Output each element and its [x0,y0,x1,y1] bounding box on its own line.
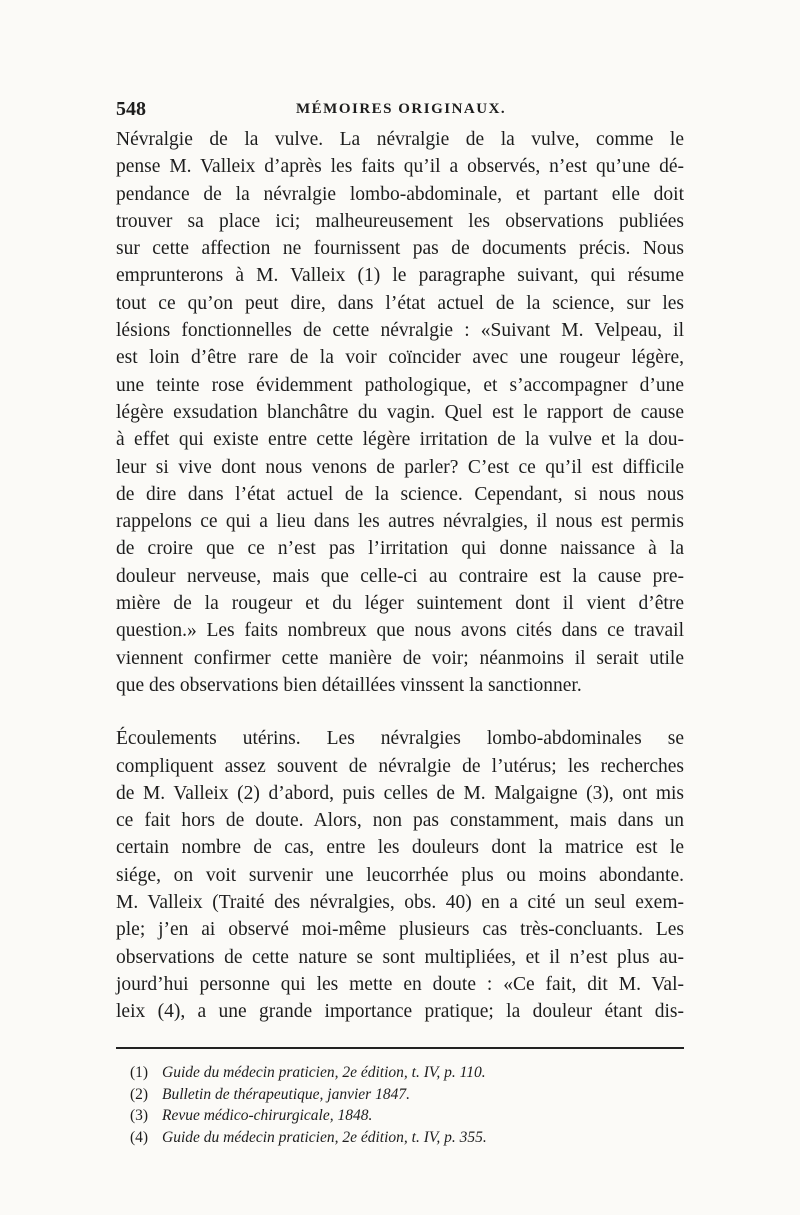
text-line: leur si vive dont nous venons de parler? C’est ce qu’il est difficile [116,456,684,478]
text-line: sur cette affection ne fournissent pas de documents précis. Nous [116,238,684,260]
text-line: est loin d’être rare de la voir coïncider avec une rougeur légère, [116,347,684,369]
text-line: M. Valleix (Traité des névralgies, obs. 40) en a cité un seul exem- [116,892,684,914]
text-line: douleur nerveuse, mais que celle-ci au contraire est la cause pre- [116,565,684,587]
footnote-number: (2) [130,1085,149,1103]
footnote [130,1084,650,1106]
text-line: leix (4), a une grande importance pratique; la douleur étant dis- [116,1001,684,1023]
paragraph-nevralgie-vulve [116,126,684,699]
text-line: jourd’hui personne qui les mette en doute : «Ce fait, dit M. Val- [116,973,684,995]
text-line: de dire dans l’état actuel de la science. Cependant, si nous nous [116,483,684,505]
text-line: de M. Valleix (2) d’abord, puis celles de M. Malgaigne (3), ont mis [116,782,684,804]
paragraph-ecoulements-uterins [116,725,684,1025]
text-line: compliquent assez souvent de névralgie de l’utérus; les recherches [116,755,684,777]
page-header [116,98,684,124]
body-text [116,126,684,1026]
footnote-number: (1) [130,1064,149,1081]
text-line: pense M. Valleix d’après les faits qu’il a observés, n’est qu’une dé- [116,156,684,178]
text-line: emprunterons à M. Valleix (1) le paragraphe suivant, qui résume [116,265,684,287]
footnote-text: Revue médico-chirurgicale, 1848. [162,1107,373,1124]
footnote [130,1062,650,1084]
footnote [130,1105,650,1127]
footnote-number: (3) [130,1107,149,1124]
footnote-text: Guide du médecin praticien, 2e édition, t. IV, p. 110. [162,1064,486,1081]
text-line: observations de cette nature se sont multipliées, et il n’est plus au- [116,946,684,968]
text-line: Névralgie de la vulve. La névralgie de la vulve, comme le [116,129,684,150]
footnote-rule [116,1047,684,1049]
text-line: tout ce qu’on peut dire, dans l’état actuel de la science, sur les [116,292,684,314]
running-title: MÉMOIRES ORIGINAUX. [296,101,507,117]
page-number: 548 [116,98,146,120]
text-line: Écoulements utérins. Les névralgies lombo-abdominales se [116,728,684,750]
text-line: légère exsudation blanchâtre du vagin. Quel est le rapport de cause [116,401,684,423]
text-line: que des observations bien détaillées vinssent la sanctionner. [116,674,582,696]
text-line: siége, on voit survenir une leucorrhée plus ou moins abondante. [116,864,684,886]
footnote-number: (4) [130,1128,149,1146]
text-line: ce fait hors de doute. Alors, non pas constamment, mais dans un [116,810,684,832]
text-line: pendance de la névralgie lombo-abdominale, et partant elle doit [116,183,684,205]
text-line: une teinte rose évidemment pathologique, et s’accompagner d’une [116,374,684,396]
text-line: trouver sa place ici; malheureusement les observations publiées [116,210,684,232]
footnotes [130,1062,650,1148]
text-line: question.» Les faits nombreux que nous avons cités dans ce travail [116,620,684,642]
footnote-text: Bulletin de thérapeutique, janvier 1847. [162,1085,410,1103]
text-line: rappelons ce qui a lieu dans les autres névralgies, il nous est permis [116,511,684,533]
text-line: ple; j’en ai observé moi-même plusieurs cas très-concluants. Les [116,919,684,941]
text-line: certain nombre de cas, entre les douleurs dont la matrice est le [116,837,684,859]
footnote-text: Guide du médecin praticien, 2e édition, t. IV, p. 355. [162,1128,487,1146]
footnote [130,1127,650,1149]
text-line: viennent confirmer cette manière de voir; néanmoins il serait utile [116,647,684,669]
text-line: à effet qui existe entre cette légère irritation de la vulve et la dou- [116,429,684,451]
text-line: lésions fonctionnelles de cette névralgie : «Suivant M. Velpeau, il [116,320,684,342]
text-line: mière de la rougeur et du léger suintement dont il vient d’être [116,593,684,615]
text-line: de croire que ce n’est pas l’irritation qui donne naissance à la [116,538,684,560]
paragraph-gap [116,699,684,725]
